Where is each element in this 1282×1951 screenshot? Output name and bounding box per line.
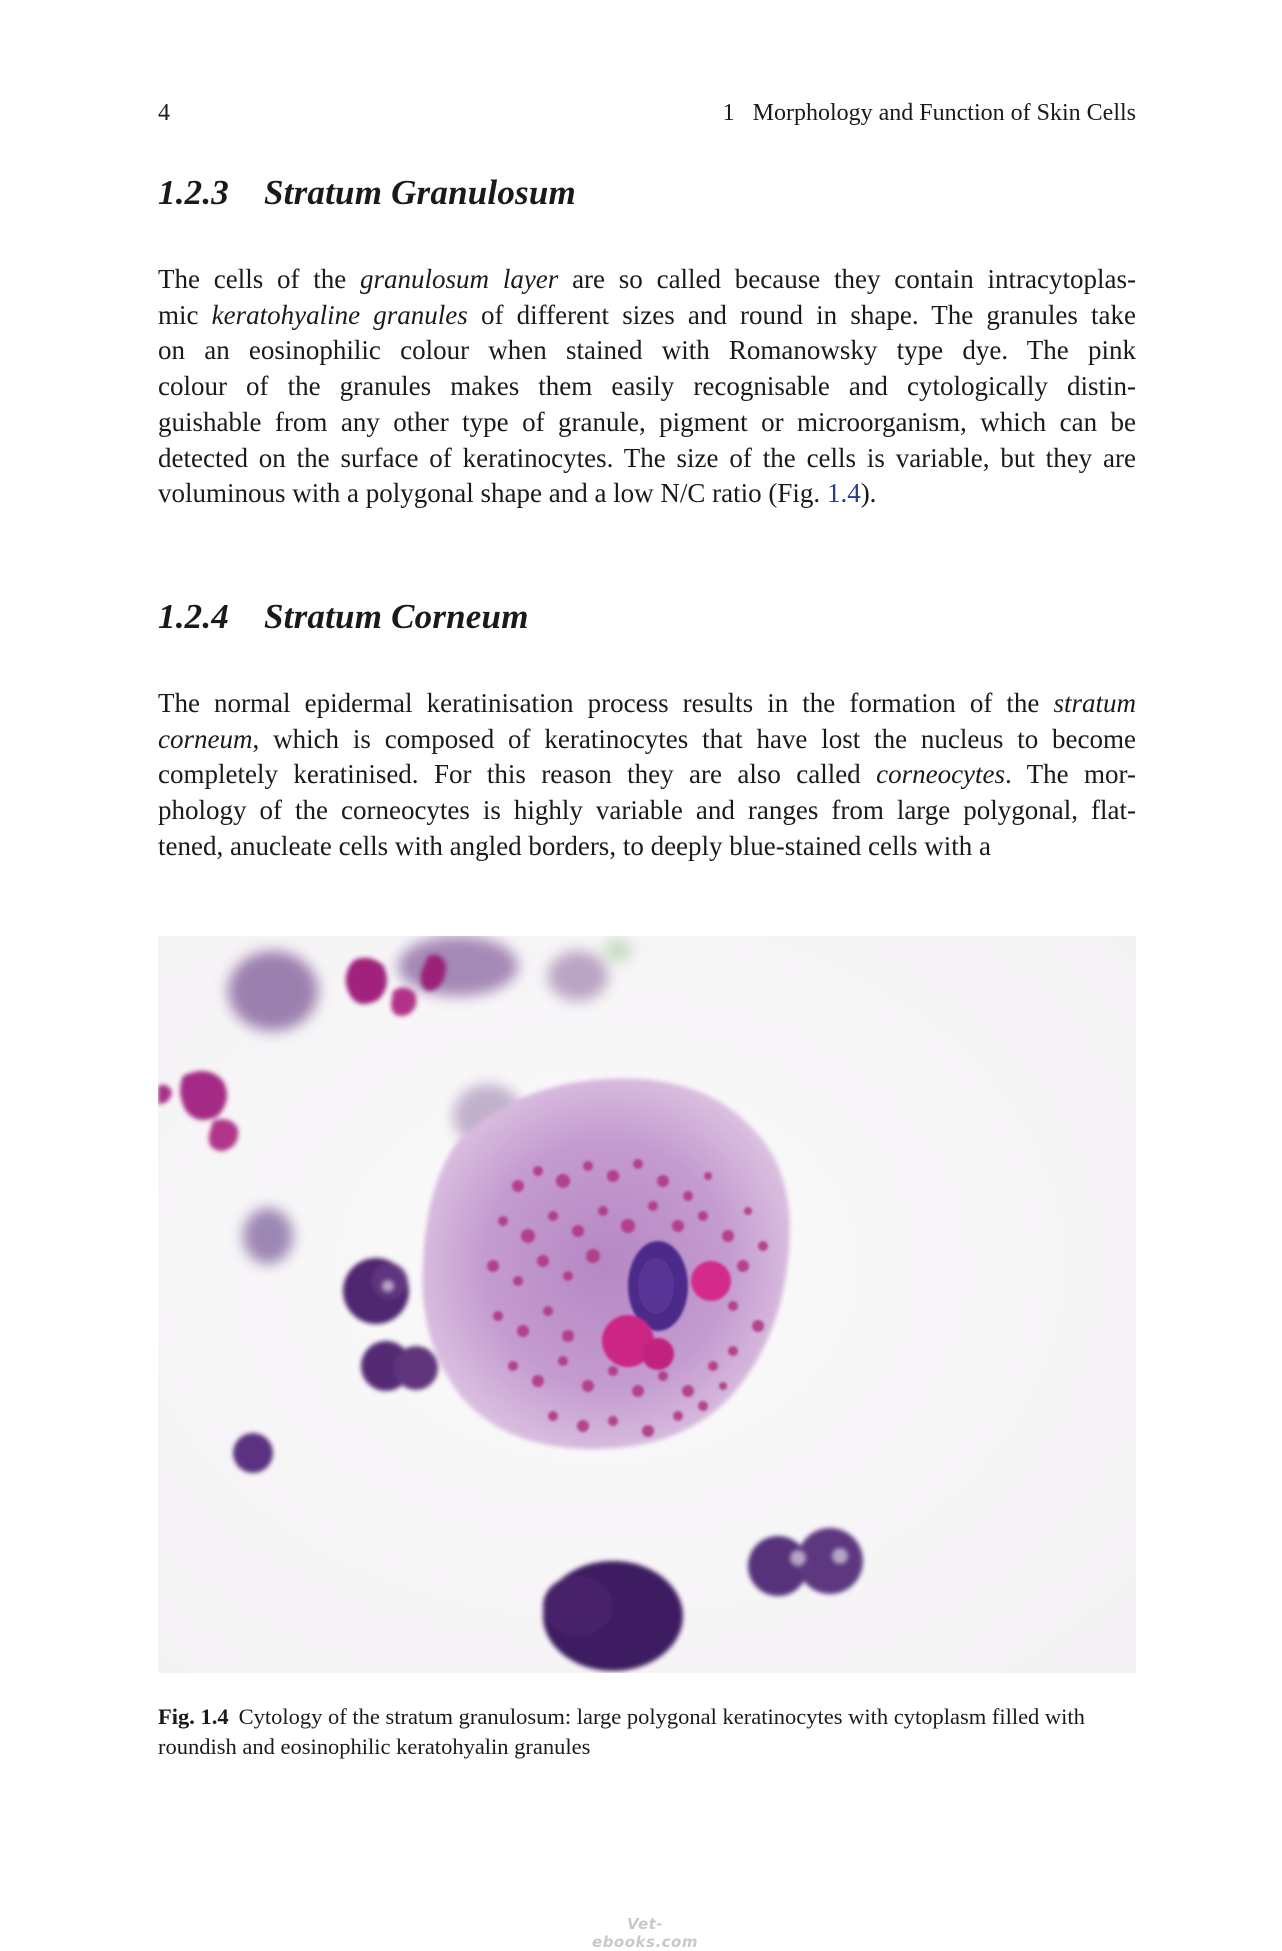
- figure-caption-text: Cytology of the stratum granulosum: large polygonal keratinocytes with cytoplasm filled with roundish and eosinophilic keratohyalin granules: [158, 1704, 1085, 1759]
- italic-term: corneocytes: [876, 759, 1006, 790]
- figure-reference-link[interactable]: 1.4: [826, 478, 861, 509]
- text-line: phology of the corneocytes is highly variable and ranges from large polygonal, flat-: [158, 795, 1136, 826]
- text-line: colour of the granules makes them easily recognisable and cytologically distin-: [158, 371, 1136, 402]
- text-line: completely keratinised. For this reason they are also called corneocytes. The mor-: [158, 759, 1137, 790]
- text-line: tened, anucleate cells with angled borders, to deeply blue-stained cells with a: [158, 830, 991, 861]
- section-heading-corneum: [158, 597, 529, 637]
- section-number: 1.2.4: [158, 597, 229, 636]
- italic-term: keratohyaline granules: [211, 299, 468, 330]
- figure-caption: [158, 1702, 1136, 1762]
- page-number: 4: [158, 100, 170, 126]
- italic-term: stratum: [1053, 688, 1136, 718]
- cytology-micrograph: [158, 936, 1136, 1673]
- italic-term: corneum: [158, 723, 253, 754]
- text-line: The normal epidermal keratinisation process results in the formation of the stratum: [158, 688, 1136, 718]
- running-head: [158, 100, 1136, 132]
- section-title: Stratum Granulosum: [264, 173, 576, 212]
- paragraph-granulosum: [158, 262, 1136, 512]
- chapter-heading: [723, 100, 1136, 127]
- text-line: voluminous with a polygonal shape and a low N/C ratio (Fig. 1.4).: [158, 478, 877, 509]
- chapter-title: Morphology and Function of Skin Cells: [752, 100, 1136, 126]
- text-line: guishable from any other type of granule, pigment or microorganism, which can be: [158, 406, 1136, 437]
- italic-term: granulosum layer: [360, 264, 559, 294]
- text-line: on an eosinophilic colour when stained with Romanowsky type dye. The pink: [158, 335, 1136, 366]
- text-line: detected on the surface of keratinocytes. The size of the cells is variable, but they are: [158, 442, 1136, 473]
- paragraph-corneum: [158, 686, 1136, 865]
- text-line: mic keratohyaline granules of different sizes and round in shape. The granules take: [158, 299, 1136, 330]
- figure-label: Fig. 1.4: [158, 1704, 229, 1729]
- text-line: corneum, which is composed of keratinocytes that have lost the nucleus to become: [158, 723, 1136, 754]
- section-title: Stratum Corneum: [264, 597, 529, 636]
- watermark: Vet-ebooks.com: [592, 1915, 698, 1951]
- text-line: The cells of the granulosum layer are so called because they contain intracytoplas-: [158, 264, 1136, 294]
- section-heading-granulosum: [158, 173, 576, 213]
- chapter-number: 1: [722, 100, 735, 126]
- section-number: 1.2.3: [158, 173, 229, 212]
